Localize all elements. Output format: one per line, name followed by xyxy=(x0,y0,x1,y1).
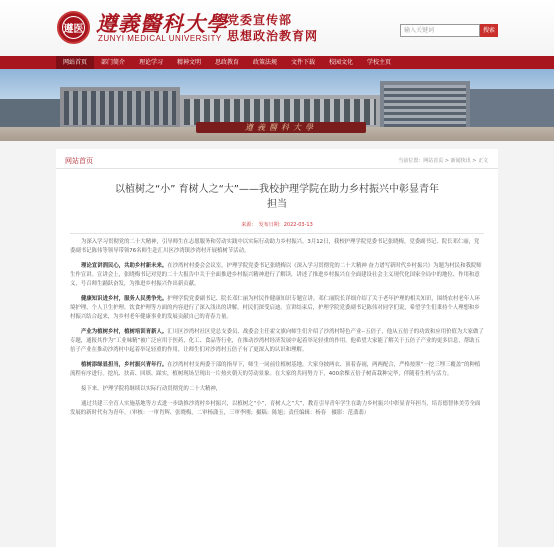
building-teaching-windows xyxy=(64,91,176,125)
article-paragraph xyxy=(70,361,484,379)
breadcrumb-path[interactable]: 当前位置：网站首页 > 新闻快讯 > 正文 xyxy=(398,158,488,164)
logo-chinese-name[interactable]: 遵義醫科大學 xyxy=(96,11,228,36)
nav-item-8[interactable]: 学校主页 xyxy=(366,59,391,66)
breadcrumb-tab-home[interactable]: 网站首页 xyxy=(65,157,93,165)
logo-english-name: ZUNYI MEDICAL UNIVERSITY xyxy=(98,34,222,43)
article-paragraph xyxy=(70,400,484,418)
nav-item-0[interactable]: 网站首页 xyxy=(56,56,94,69)
campus-banner-image xyxy=(0,69,554,141)
seal-inner: 遵医 xyxy=(62,16,85,39)
search-button[interactable]: 搜索 xyxy=(480,24,498,37)
department-name: 党委宣传部 xyxy=(227,13,293,27)
article-title-line-1: 以植树之“小” 育树人之“大”——我校护理学院在助力乡村振兴中彰显青年 xyxy=(115,184,439,195)
article-paragraph xyxy=(70,295,484,322)
article-title xyxy=(56,182,498,212)
paragraph-text: 汇川区沙湾村社区党总支委员、战委会主任霍文旗向师生们介绍了沙湾村特色产业--五倍子，他从五倍子的功效和应用价值为大家做了专题，通报其作为“工业味精”被广泛应用于医药、化工、食品等行业，在推动沙湾村经济发展中起着举足轻重的作用。他希望大家能了解关于五倍子产业的更多信息，帮助五倍子产业在推动沙湾村中起着举足轻重的作用，让师生们对沙湾村五倍子有了更深入的认识和理解。 xyxy=(70,329,484,353)
site-header xyxy=(0,0,554,56)
nav-item-2[interactable]: 理论学习 xyxy=(138,59,163,66)
main-nav xyxy=(0,56,554,69)
article-body xyxy=(70,238,484,424)
building-right xyxy=(470,89,554,129)
building-left xyxy=(0,99,60,129)
article-paragraph xyxy=(70,238,484,256)
site-name: 思想政治教育网 xyxy=(227,29,319,43)
nav-item-5[interactable]: 政策法规 xyxy=(252,59,277,66)
paragraph-text: 在沙湾村村支两委干部的指导下，师生一同前往植树基地。大家身披两衣、顶着春雨，两两配合，严格按照“一挖三埋三覆盖”的种植流程有序进行。挖坑、扶苗、回填、踩实，植树现场呈现出一片热火朝天的劳动景象。在大家的共同努力下，400余棵五倍子树苗栽种完毕，伴随着生机与活力。 xyxy=(70,362,481,377)
paragraph-text: 在沙湾村村委会会议室，护理学院党委书记张晓梅以《深入学习贯彻党的二十大精神 奋力谱写新时代乡村振兴》为题为村民和我院师生作宣讲。宣讲会上，张晓梅书记对党的二十大报告中关于全面推进乡村振兴精神进行了解读，讲述了推进乡村振兴在全面建设社会主义现代化国家全局中的地位、作用和意义，号召师生踊跃奋发，为推进乡村振兴作出新贡献。 xyxy=(70,263,482,287)
paragraph-lead: 产业为植树乡村，植树培训育新人。 xyxy=(81,329,168,335)
department-title xyxy=(227,12,318,44)
nav-item-3[interactable]: 精神文明 xyxy=(176,59,201,66)
meta-divider xyxy=(70,233,484,234)
paragraph-lead: 健康知识进乡村，服务人民勇争先。 xyxy=(81,296,168,302)
paragraph-text: 护理学院党委副书记、院长邓仁丽为村民作健康知识专题宣讲。邓仁丽院长详细介绍了关于老年护理的相关知识，围绕农村老年人环境护理、个人卫生护理、饮食护理等方面的内容进行了深入浅出的讲解，村民们深受启迪。宣讲结束后，护理学院党委副书记陈伟对同学们说，希望学生们秉持个人理想和乡村振兴结合起来，为乡村老年健康事业的发展贡献自己的青春力量。 xyxy=(70,296,480,320)
campus-sign-stone: 遵義醫科大學 xyxy=(196,122,366,133)
paragraph-lead: 理论宣讲润民心，共助乡村新未来。 xyxy=(81,263,168,269)
nav-item-1[interactable]: 部门简介 xyxy=(100,59,125,66)
building-tower-windows xyxy=(384,85,466,127)
paragraph-text: 通过共建三全育人实施基地等方式进一步助推沙湾村乡村振兴，以植树之“小”，育树人之“大”，教育引导青年学生在助力乡村振兴中彰显青年担当，培育德智体美劳全面发展的新时代有为青年。（审核：一审肖辉、张晓梅，二审杨潇玉，三审李刚；摄稿：陈旭；责任编辑：杨春 摄影：范翡翡） xyxy=(70,401,481,416)
article-meta: 来源： 发布日期：2022-03-13 xyxy=(241,222,313,228)
nav-item-6[interactable]: 文件下载 xyxy=(290,59,315,66)
article-paragraph xyxy=(70,328,484,355)
paragraph-text: 为深入学习贯彻党的二十大精神，引导师生在志愿服务和劳动实践中以实际行动助力乡村振兴。3月12日，我校护理学院党委书记张晓梅，党委副书记、院长邓仁丽，党委副书记陈伟等领导带领76名师生赴汇川区沙湾镇沙湾村开展植树节活动。 xyxy=(70,239,480,254)
paragraph-lead: 植树添绿显担当，乡村振兴青年行。 xyxy=(81,362,168,368)
breadcrumb xyxy=(56,149,498,169)
article-paragraph xyxy=(70,385,484,394)
nav-item-4[interactable]: 思政教育 xyxy=(214,59,239,66)
search-input[interactable]: 输入关键词 xyxy=(400,24,480,37)
university-seal-icon[interactable] xyxy=(57,11,90,44)
article-title-line-2: 担当 xyxy=(267,199,287,210)
paragraph-text: 接下来，护理学院将继续以实际行动贯彻党的二十大精神， xyxy=(81,386,222,392)
article-panel xyxy=(56,149,498,547)
article-paragraph xyxy=(70,262,484,289)
nav-item-7[interactable]: 校园文化 xyxy=(328,59,353,66)
